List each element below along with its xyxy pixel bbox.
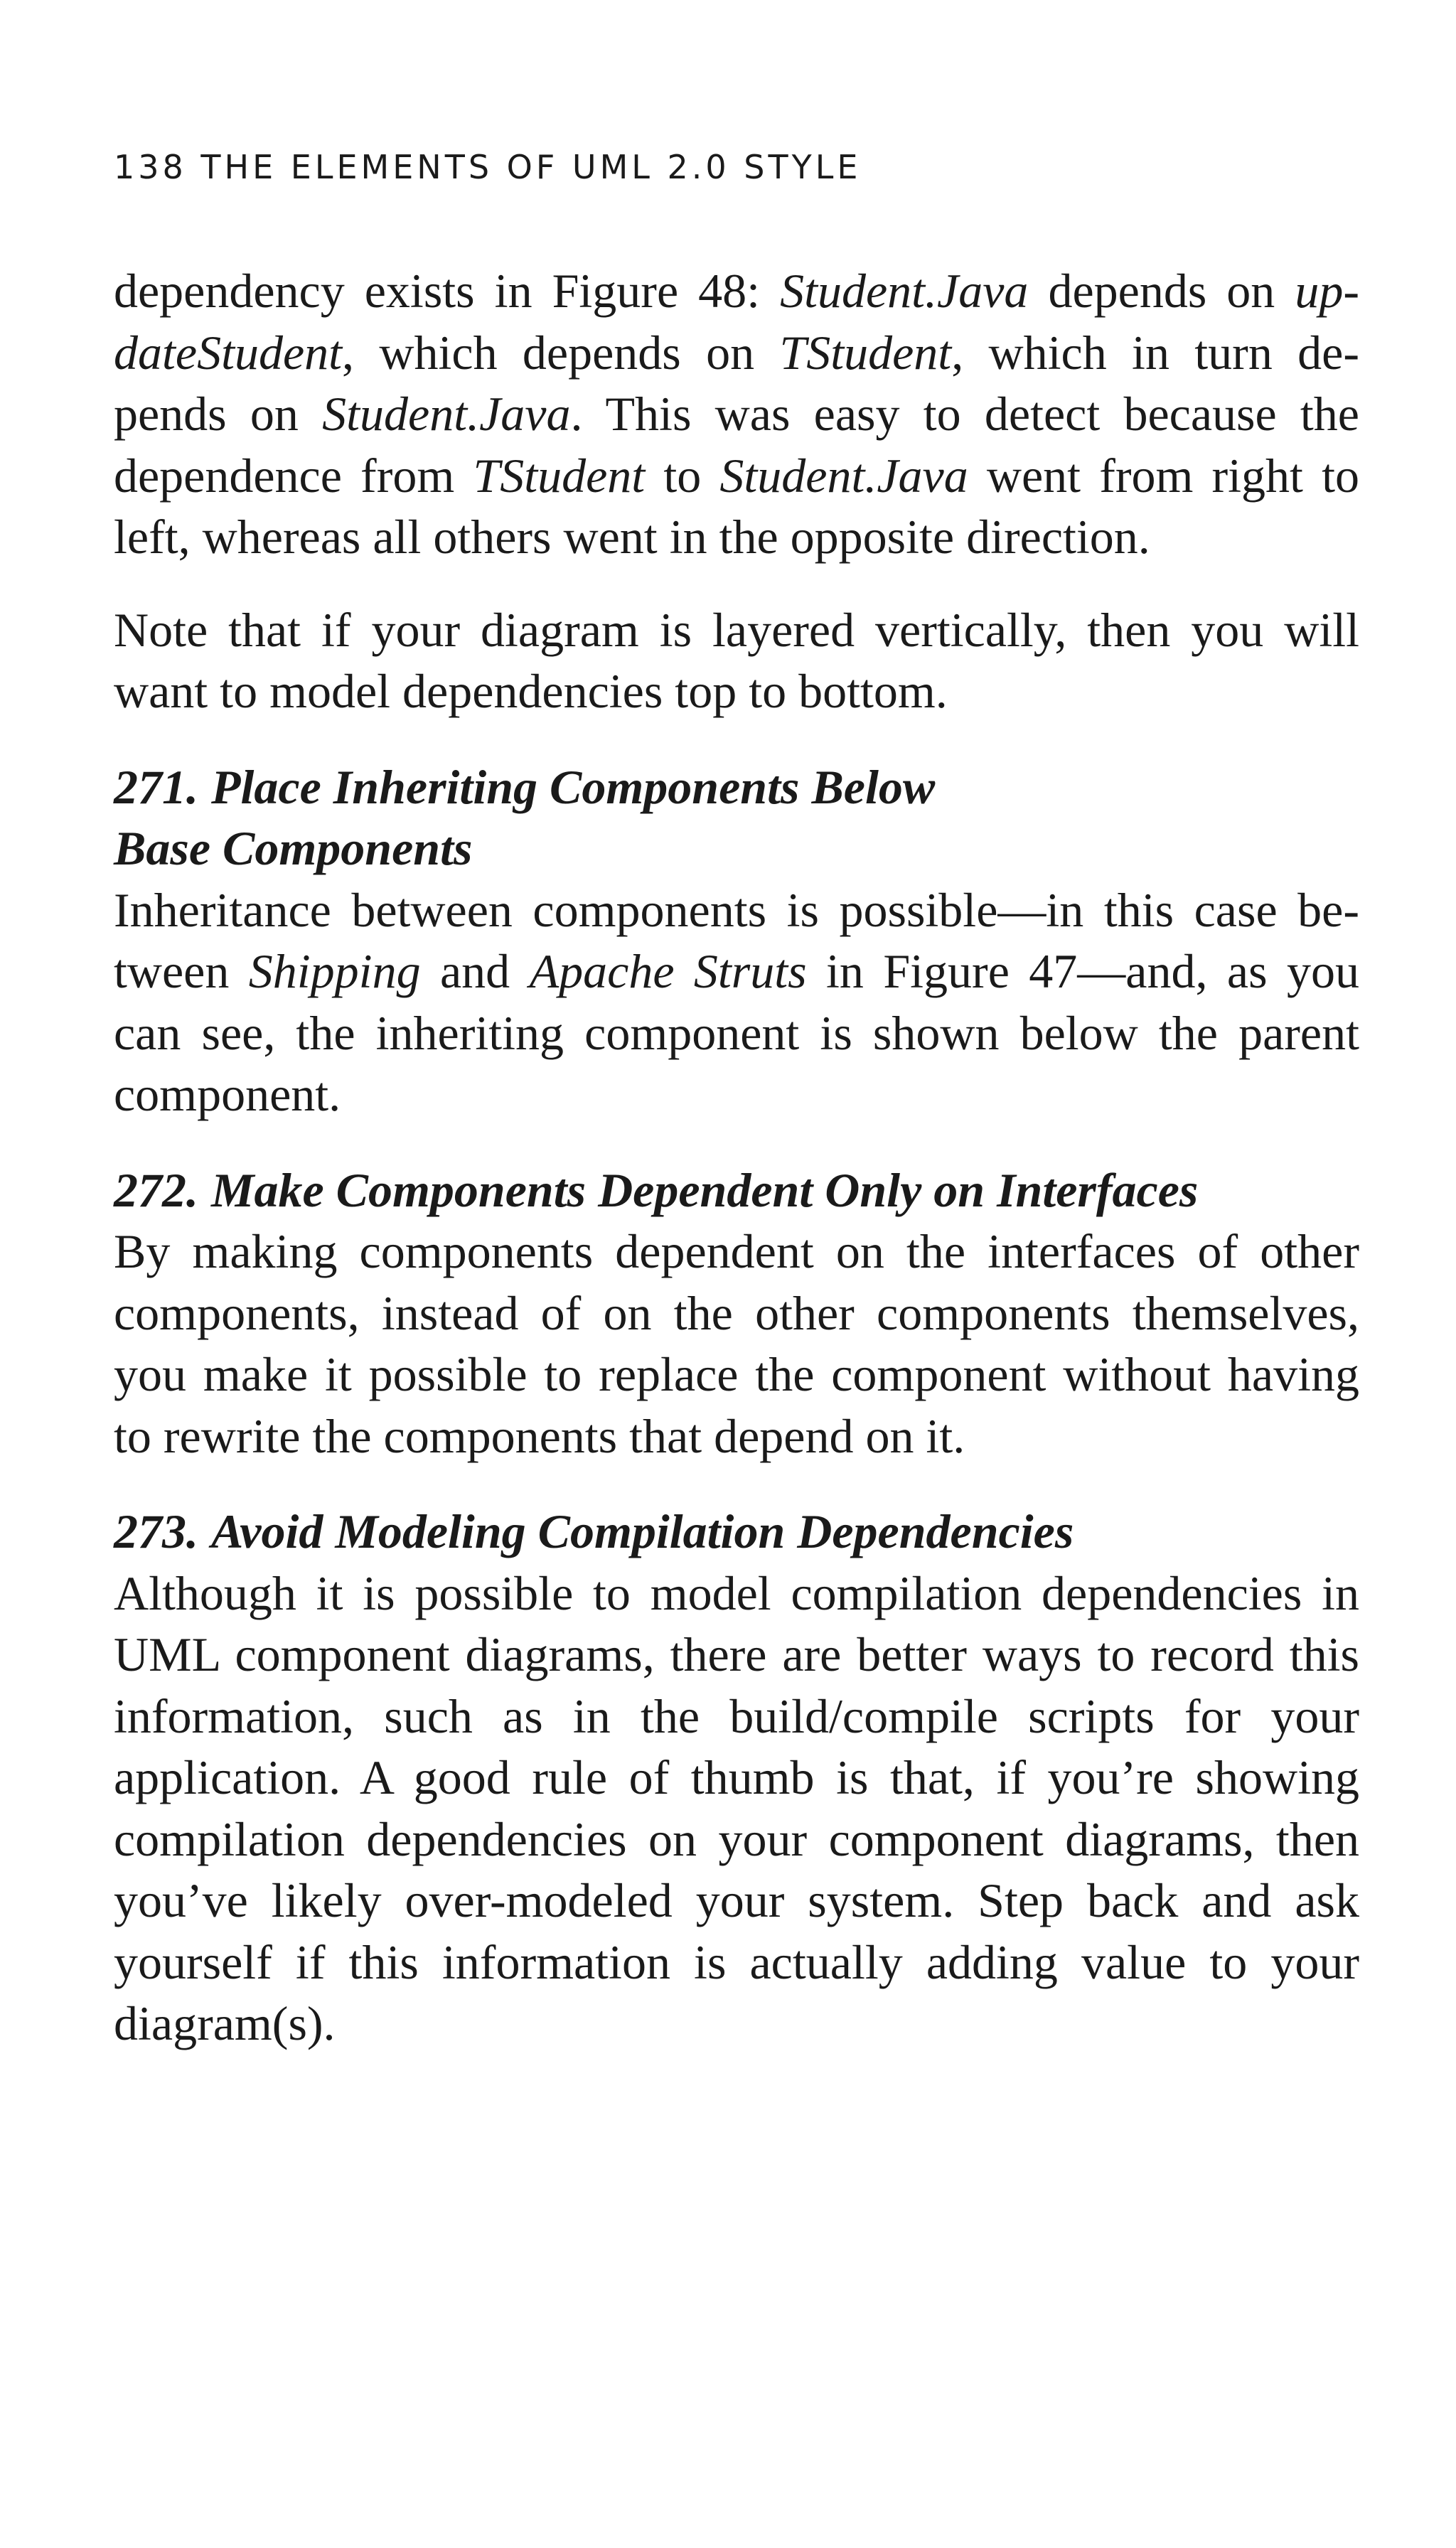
section-title-continued: Base Components <box>114 821 473 875</box>
section-number: 273. <box>114 1504 198 1558</box>
text-run: Inheritance between components is possible—in this case be-tween <box>114 882 1359 998</box>
section-271-body <box>114 879 1359 1125</box>
intro-paragraph-2: Note that if your diagram is layered vertically, then you will want to model dependencies top to bottom. <box>114 602 1359 718</box>
text-run: , which in turn de-pends on <box>114 325 1359 441</box>
text-run: , which depends on <box>342 325 780 380</box>
running-head: 138 THE ELEMENTS OF UML 2.0 STYLE <box>114 148 862 186</box>
code-term: Student.Java <box>719 448 968 503</box>
section-272-body: By making components dependent on the interfaces of other components, instead of on the other components themselves, you make it possible to replace the component without having to rewrite the components that depend on it. <box>114 1224 1359 1463</box>
section-title: Make Components Dependent Only on Interfaces <box>211 1162 1199 1217</box>
page-body <box>114 260 1359 2055</box>
text-run: went from right to left, whereas all others went in the opposite direction. <box>114 448 1359 564</box>
section-heading-272 <box>114 1160 1359 1221</box>
code-term: Student.Java <box>322 387 571 441</box>
text-run: in Figure 47—and, as you can see, the inheriting component is shown below the parent component. <box>114 944 1359 1121</box>
section-title: Avoid Modeling Compilation Dependencies <box>211 1504 1074 1558</box>
code-term: up-dateStudent <box>114 264 1359 380</box>
component-name: Apache Struts <box>529 944 807 998</box>
text-run: dependency exists in Figure 48: <box>114 264 781 318</box>
text-run: depends on <box>1028 264 1295 318</box>
component-name: Shipping <box>248 944 421 998</box>
section-number: 271. <box>114 759 198 814</box>
section-number: 272. <box>114 1162 198 1217</box>
section-heading-273 <box>114 1501 1359 1563</box>
text-run: and <box>420 944 530 998</box>
code-term: TStudent <box>779 325 952 380</box>
section-heading-271 <box>114 756 1359 879</box>
text-run: . This was easy to detect because the dependence from <box>114 387 1359 503</box>
code-term: TStudent <box>473 448 646 503</box>
code-term: Student.Java <box>780 264 1029 318</box>
section-273-body: Although it is possible to model compilation dependencies in UML component diagrams, there are better ways to record this information, such as in the build/compile scripts for your application. A good rule of thumb is that, if you’re showing compilation dependencies on your component diagrams, then you’ve likely over-modeled your system. Step back and ask yourself if this information is actually adding value to your diagram(s). <box>114 1565 1359 2050</box>
intro-paragraph-1 <box>114 260 1359 568</box>
section-title: Place Inheriting Components Below <box>211 759 936 814</box>
text-run: to <box>645 448 720 503</box>
